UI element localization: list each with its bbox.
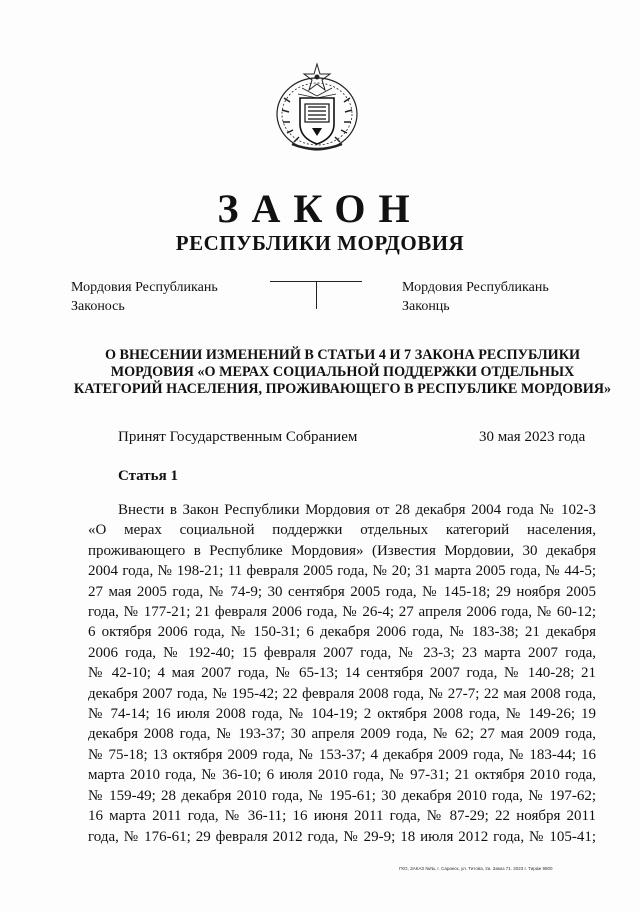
- law-heading-line: КАТЕГОРИЙ НАСЕЛЕНИЯ, ПРОЖИВАЮЩЕГО В РЕСПУБЛИКЕ МОРДОВИЯ»: [73, 381, 612, 397]
- side-title-left-line: Мордовия Республикань: [71, 280, 218, 295]
- side-title-right: [402, 278, 549, 316]
- article-body: [88, 500, 596, 847]
- coat-of-arms-icon: [272, 58, 362, 156]
- body-line: года, № 176-61; 29 февраля 2012 года, № 29-9; 18 июля 2012 года, № 105-41;: [88, 828, 596, 845]
- body-line: № 75-18; 13 октября 2009 года, № 153-37; 4 декабря 2009 года, № 183-44; 16: [88, 746, 596, 763]
- body-line: Внести в Закон Республики Мордовия от 28 декабря 2004 года № 102-З: [118, 502, 596, 518]
- law-heading: [60, 347, 625, 398]
- law-heading-line: МОРДОВИЯ «О МЕРАХ СОЦИАЛЬНОЙ ПОДДЕРЖКИ ОТДЕЛЬНЫХ: [110, 364, 575, 380]
- article-title: Статья 1: [118, 468, 178, 484]
- body-line: № 74-14; 16 июля 2008 года, № 104-19; 2 октября 2008 года, № 149-26; 19: [88, 706, 596, 723]
- side-title-left: [71, 278, 218, 316]
- divider-vertical: [316, 281, 317, 309]
- body-line: декабря 2007 года, № 195-42; 22 февраля 2008 года, № 27-7; 22 мая 2008 года,: [88, 685, 596, 702]
- body-line: проживающего в Республике Мордовия» (Известия Мордовии, 30 декабря: [88, 542, 596, 559]
- side-title-left-line: Законось: [71, 299, 125, 314]
- side-title-right-line: Законць: [402, 299, 450, 314]
- body-line: 2004 года, № 198-21; 11 февраля 2005 года, № 20; 31 марта 2005 года, № 44-5;: [88, 563, 596, 580]
- body-line: 2006 года, № 192-40; 15 февраля 2007 года, № 23-3; 23 марта 2007 года,: [88, 644, 596, 661]
- body-line: 27 мая 2005 года, № 74-9; 30 сентября 2005 года, № 145-18; 29 ноября 2005: [88, 583, 596, 600]
- side-title-right-line: Мордовия Республикань: [402, 280, 549, 295]
- body-line: марта 2010 года, № 36-10; 6 июля 2010 года, № 97-31; 21 октября 2010 года,: [88, 767, 596, 784]
- body-line: 6 октября 2006 года, № 150-31; 6 декабря 2006 года, № 183-38; 21 декабря: [88, 624, 596, 641]
- adoption-label: Принят Государственным Собранием: [118, 429, 358, 445]
- body-line: № 159-49; 28 декабря 2010 года, № 195-61; 30 декабря 2010 года, № 197-62;: [88, 787, 596, 804]
- body-line: № 42-10; 4 мая 2007 года, № 65-13; 14 сентября 2007 года, № 140-28; 21: [88, 665, 596, 682]
- law-heading-line: О ВНЕСЕНИИ ИЗМЕНЕНИЙ В СТАТЬИ 4 И 7 ЗАКОНА РЕСПУБЛИКИ: [104, 347, 581, 363]
- body-line: года, № 177-21; 21 февраля 2006 года, № 26-4; 27 апреля 2006 года, № 60-12;: [88, 604, 596, 621]
- body-line: декабря 2008 года, № 193-37; 30 апреля 2009 года, № 62; 27 мая 2009 года,: [88, 726, 596, 743]
- body-line: 16 марта 2011 года, № 36-11; 16 июня 2011 года, № 87-29; 22 ноября 2011: [88, 808, 596, 825]
- body-line: «О мерах социальной поддержки отдельных категорий населения,: [88, 522, 596, 539]
- adoption-date: 30 мая 2023 года: [479, 429, 586, 445]
- print-imprint: ГКО, ЗАКАЗ №№, г. Саранск, ул. Титова, 2а. Заказ 71. 2023 г. Тираж 9800: [399, 866, 553, 871]
- document-title: ЗАКОН: [217, 186, 423, 231]
- document-subtitle: РЕСПУБЛИКИ МОРДОВИЯ: [175, 231, 465, 255]
